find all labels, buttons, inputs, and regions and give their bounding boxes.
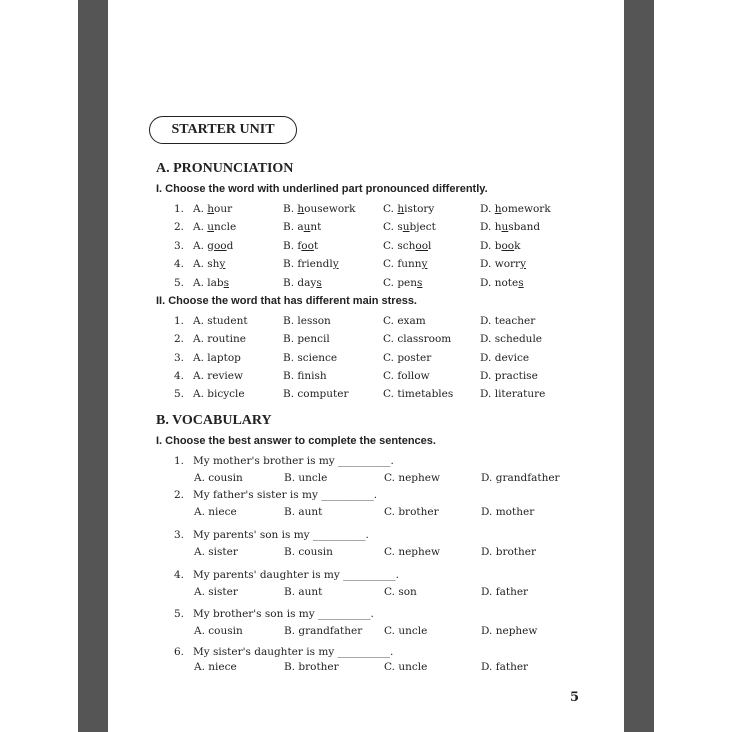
option [193, 258, 225, 270]
question-text: My parents' son is my __________. [193, 529, 369, 541]
option [383, 221, 436, 233]
option-text: B. [283, 203, 298, 215]
option [283, 203, 356, 215]
question-text: My father's sister is my __________. [193, 489, 378, 501]
option-text: A. lab [193, 277, 224, 289]
underlined-part: u [207, 221, 215, 233]
option: D. device [480, 352, 530, 364]
option: A. review [193, 370, 243, 382]
option: C. classroom [383, 333, 452, 345]
option-text: D. b [480, 240, 502, 252]
option-text: B. friendl [283, 258, 333, 270]
item-number: 5. [174, 608, 185, 620]
option-text: bject [409, 221, 436, 233]
option: B. computer [283, 388, 349, 400]
option [383, 258, 427, 270]
question-text: My mother's brother is my __________. [193, 455, 394, 467]
option [193, 240, 233, 252]
option: A. bicycle [193, 388, 245, 400]
option: A. cousin [194, 625, 243, 637]
underlined-part: oo [501, 240, 515, 252]
item-number: 1. [174, 455, 185, 467]
option: B. lesson [283, 315, 331, 327]
option-text: A. [193, 221, 208, 233]
right-margin-bar [624, 0, 654, 732]
underlined-part: s [518, 277, 524, 289]
item-number: 5. [174, 277, 185, 289]
option [480, 240, 520, 252]
option: A. laptop [193, 352, 241, 364]
underlined-part: s [417, 277, 423, 289]
option-text: istory [404, 203, 435, 215]
option: D. father [481, 586, 529, 598]
item-number: 3. [174, 529, 185, 541]
option [383, 240, 431, 252]
option [283, 240, 318, 252]
option: A. niece [194, 661, 237, 673]
option: C. poster [383, 352, 432, 364]
option: D. teacher [480, 315, 536, 327]
option: D. father [481, 661, 529, 673]
option-text: t [313, 240, 319, 252]
item-number: 2. [174, 489, 185, 501]
option: D. grandfather [481, 472, 560, 484]
underlined-part: u [402, 221, 410, 233]
option [383, 203, 434, 215]
item-number: 4. [174, 258, 185, 270]
option-text: B. day [283, 277, 317, 289]
underlined-part: u [303, 221, 311, 233]
option-text: sband [508, 221, 541, 233]
option: A. cousin [194, 472, 243, 484]
underlined-part: h [397, 203, 405, 215]
option: B. grandfather [284, 625, 363, 637]
option-text: d [226, 240, 234, 252]
option [480, 203, 551, 215]
option [193, 203, 232, 215]
unit-title: STARTER UNIT [149, 116, 297, 144]
option-text: C. sch [383, 240, 416, 252]
option: C. exam [383, 315, 426, 327]
option-text: B. a [283, 221, 304, 233]
option: D. nephew [481, 625, 538, 637]
item-number: 4. [174, 569, 185, 581]
underlined-part: h [494, 203, 502, 215]
question-text: My sister's daughter is my __________. [193, 646, 394, 658]
item-number: 3. [174, 240, 185, 252]
underlined-part: s [316, 277, 322, 289]
option-text: D. [480, 203, 495, 215]
option-text: C. funn [383, 258, 422, 270]
option: C. uncle [384, 625, 428, 637]
option-text: k [514, 240, 521, 252]
option: D. brother [481, 546, 536, 558]
item-number: 2. [174, 221, 185, 233]
pronunciation-instruction-2: II. Choose the word that has different main stress. [156, 295, 417, 307]
underlined-part: y [332, 258, 339, 270]
option: B. science [283, 352, 338, 364]
option: B. finish [283, 370, 327, 382]
option [193, 221, 236, 233]
option-text: C. s [383, 221, 403, 233]
option-text: omework [501, 203, 551, 215]
option-text: D. note [480, 277, 519, 289]
option: A. sister [194, 586, 238, 598]
item-number: 2. [174, 333, 185, 345]
option: B. aunt [284, 586, 323, 598]
question-text: My brother's son is my __________. [193, 608, 374, 620]
option: B. aunt [284, 506, 323, 518]
underlined-part: y [219, 258, 226, 270]
option [383, 277, 422, 289]
option: A. niece [194, 506, 237, 518]
option-text: D. h [480, 221, 502, 233]
item-number: 4. [174, 370, 185, 382]
option-text: C. pen [383, 277, 418, 289]
option: C. brother [384, 506, 439, 518]
item-number: 5. [174, 388, 185, 400]
option: C. nephew [384, 546, 440, 558]
option: D. literature [480, 388, 546, 400]
option [283, 277, 322, 289]
item-number: 6. [174, 646, 185, 658]
option: B. uncle [284, 472, 328, 484]
option-text: our [214, 203, 233, 215]
option: C. timetables [383, 388, 454, 400]
option: A. sister [194, 546, 238, 558]
question-text: My parents' daughter is my __________. [193, 569, 399, 581]
option: A. routine [193, 333, 246, 345]
underlined-part: oo [415, 240, 429, 252]
option [480, 221, 540, 233]
option-text: nt [310, 221, 322, 233]
option-text: ncle [214, 221, 237, 233]
option: B. pencil [283, 333, 330, 345]
option [283, 221, 321, 233]
option: D. schedule [480, 333, 543, 345]
option-text: A. g [193, 240, 214, 252]
option-text: l [428, 240, 432, 252]
underlined-part: u [501, 221, 509, 233]
underlined-part: y [520, 258, 527, 270]
option: C. nephew [384, 472, 440, 484]
left-margin-bar [78, 0, 108, 732]
option: B. cousin [284, 546, 333, 558]
option [480, 258, 526, 270]
option-text: D. worr [480, 258, 521, 270]
option: C. uncle [384, 661, 428, 673]
option-text: B. f [283, 240, 302, 252]
page-number: 5 [570, 690, 580, 705]
pronunciation-instruction-1: I. Choose the word with underlined part pronounced differently. [156, 183, 488, 195]
option: C. follow [383, 370, 430, 382]
section-a-title: A. PRONUNCIATION [156, 161, 294, 176]
vocabulary-instruction: I. Choose the best answer to complete the sentences. [156, 435, 436, 447]
option: C. son [384, 586, 417, 598]
option: A. student [193, 315, 248, 327]
underlined-part: oo [301, 240, 314, 252]
option-text: A. sh [193, 258, 220, 270]
option: D. practise [480, 370, 538, 382]
item-number: 1. [174, 203, 185, 215]
underlined-part: oo [213, 240, 227, 252]
option: D. mother [481, 506, 535, 518]
underlined-part: y [421, 258, 428, 270]
option-text: C. [383, 203, 398, 215]
underlined-part: h [297, 203, 305, 215]
option: B. brother [284, 661, 339, 673]
option [193, 277, 229, 289]
option-text: ousework [304, 203, 356, 215]
option-text: A. [193, 203, 208, 215]
option [283, 258, 339, 270]
item-number: 3. [174, 352, 185, 364]
section-b-title: B. VOCABULARY [156, 413, 272, 428]
underlined-part: h [207, 203, 215, 215]
option [480, 277, 524, 289]
item-number: 1. [174, 315, 185, 327]
underlined-part: s [223, 277, 229, 289]
